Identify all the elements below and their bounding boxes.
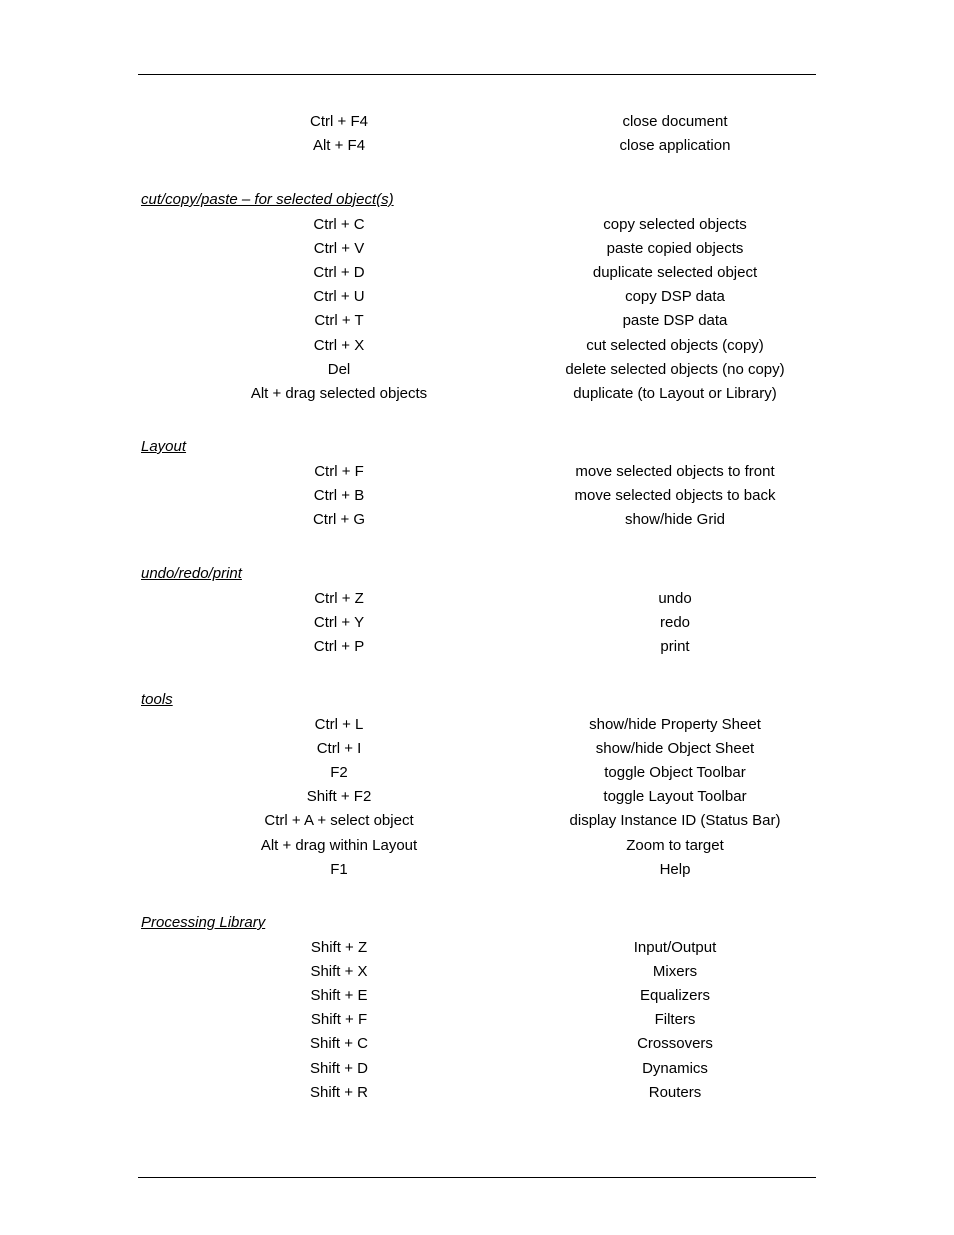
shortcut-row — [0, 137, 954, 155]
shortcut-action: display Instance ID (Status Bar) — [569, 812, 781, 829]
shortcut-action: Help — [659, 861, 691, 878]
shortcut-action: redo — [659, 614, 691, 631]
shortcut-row — [0, 716, 954, 734]
shortcut-key: Ctrl + P — [313, 638, 365, 655]
shortcut-action: print — [660, 638, 690, 655]
shortcut-row — [0, 240, 954, 258]
shortcut-row — [0, 812, 954, 830]
shortcut-row — [0, 638, 954, 656]
section-title: cut/copy/paste – for selected object(s) — [141, 191, 394, 208]
shortcut-key: Ctrl + Z — [314, 590, 364, 607]
shortcut-action: close application — [619, 137, 731, 154]
shortcut-action: copy DSP data — [625, 288, 725, 305]
shortcut-key: Ctrl + F — [314, 463, 364, 480]
shortcut-row — [0, 361, 954, 379]
shortcut-action: Input/Output — [633, 939, 717, 956]
section-title: Processing Library — [141, 914, 266, 931]
shortcut-key: Ctrl + L — [314, 716, 364, 733]
shortcut-row — [0, 385, 954, 403]
shortcut-action: copy selected objects — [603, 216, 747, 233]
shortcut-row — [0, 939, 954, 957]
shortcut-action: Dynamics — [642, 1060, 708, 1077]
shortcut-key: Ctrl + F4 — [310, 113, 368, 130]
shortcut-action: paste DSP data — [622, 312, 728, 329]
shortcut-key: Ctrl + U — [313, 288, 365, 305]
shortcut-key: Ctrl + B — [313, 487, 365, 504]
shortcut-action: Filters — [654, 1011, 696, 1028]
shortcut-key: Ctrl + A + select object — [264, 812, 414, 829]
shortcut-action: paste copied objects — [606, 240, 744, 257]
shortcut-row — [0, 764, 954, 782]
shortcut-action: toggle Object Toolbar — [604, 764, 746, 781]
shortcut-key: Shift + F2 — [306, 788, 372, 805]
shortcut-action: move selected objects to front — [575, 463, 775, 480]
shortcut-row — [0, 987, 954, 1005]
shortcut-row — [0, 487, 954, 505]
shortcut-key: F2 — [330, 764, 348, 781]
shortcut-row — [0, 614, 954, 632]
shortcut-key: Alt + drag within Layout — [260, 837, 418, 854]
shortcut-row — [0, 1035, 954, 1053]
shortcut-row — [0, 740, 954, 758]
shortcut-action: move selected objects to back — [574, 487, 776, 504]
shortcut-key: Shift + Z — [310, 939, 368, 956]
shortcut-row — [0, 312, 954, 330]
shortcut-key: Ctrl + I — [316, 740, 362, 757]
shortcut-row — [0, 288, 954, 306]
shortcut-key: Shift + F — [310, 1011, 368, 1028]
shortcut-key: Shift + X — [310, 963, 368, 980]
shortcut-row — [0, 264, 954, 282]
shortcut-action: show/hide Grid — [624, 511, 726, 528]
shortcut-key: Shift + R — [310, 1084, 368, 1101]
shortcut-action: delete selected objects (no copy) — [565, 361, 785, 378]
shortcut-row — [0, 963, 954, 981]
shortcut-row — [0, 337, 954, 355]
shortcut-row — [0, 1060, 954, 1078]
shortcut-row — [0, 511, 954, 529]
shortcut-row — [0, 216, 954, 234]
shortcut-row — [0, 463, 954, 481]
section-title: Layout — [141, 438, 187, 455]
section-title: undo/redo/print — [141, 565, 242, 582]
shortcut-row — [0, 1084, 954, 1102]
shortcut-row — [0, 788, 954, 806]
shortcut-action: show/hide Object Sheet — [595, 740, 755, 757]
shortcut-key: Ctrl + Y — [313, 614, 365, 631]
shortcut-action: undo — [658, 590, 692, 607]
shortcut-key: Ctrl + T — [314, 312, 364, 329]
shortcut-key: Shift + E — [310, 987, 368, 1004]
shortcut-key: Ctrl + X — [313, 337, 365, 354]
shortcut-row — [0, 590, 954, 608]
shortcut-key: Alt + F4 — [312, 137, 366, 154]
shortcut-action: Crossovers — [637, 1035, 713, 1052]
shortcut-action: duplicate (to Layout or Library) — [573, 385, 777, 402]
shortcut-key: Ctrl + D — [313, 264, 365, 281]
shortcut-row — [0, 1011, 954, 1029]
shortcut-action: show/hide Property Sheet — [589, 716, 761, 733]
shortcut-action: close document — [622, 113, 728, 130]
shortcut-key: F1 — [330, 861, 348, 878]
shortcut-key: Shift + C — [310, 1035, 368, 1052]
shortcut-key: Del — [327, 361, 351, 378]
shortcut-action: duplicate selected object — [592, 264, 758, 281]
shortcut-action: Zoom to target — [626, 837, 724, 854]
section-title: tools — [141, 691, 173, 708]
shortcut-action: Mixers — [652, 963, 698, 980]
shortcut-row — [0, 861, 954, 879]
shortcut-action: Equalizers — [639, 987, 711, 1004]
shortcut-key: Ctrl + C — [313, 216, 365, 233]
footer-rule — [138, 1177, 816, 1178]
shortcut-key: Ctrl + G — [312, 511, 366, 528]
shortcut-action: cut selected objects (copy) — [586, 337, 764, 354]
shortcut-action: toggle Layout Toolbar — [603, 788, 747, 805]
shortcut-row — [0, 837, 954, 855]
shortcut-key: Ctrl + V — [313, 240, 365, 257]
shortcut-key: Shift + D — [310, 1060, 368, 1077]
shortcut-row — [0, 113, 954, 131]
shortcut-key: Alt + drag selected objects — [250, 385, 428, 402]
shortcut-action: Routers — [648, 1084, 702, 1101]
